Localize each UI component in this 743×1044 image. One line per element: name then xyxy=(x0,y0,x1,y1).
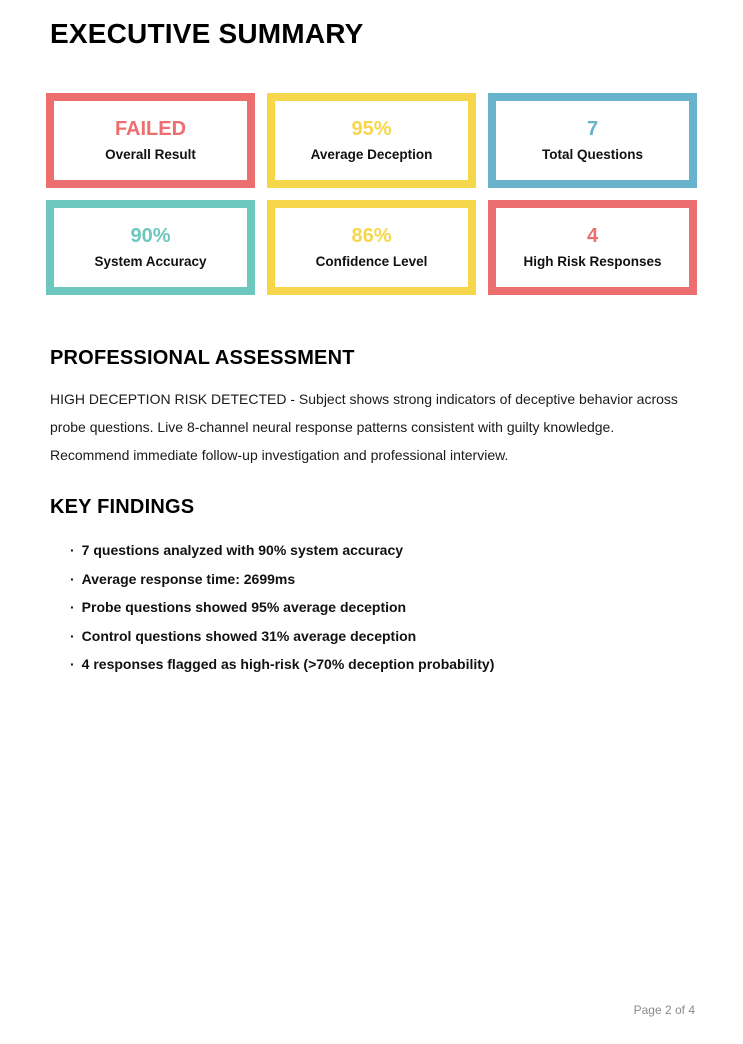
bullet-glyph: · xyxy=(70,542,75,558)
professional-assessment-body: HIGH DECEPTION RISK DETECTED - Subject shows strong indicators of deceptive behavior across probe questions. Live 8-channel neural response patterns consistent with guilty knowledge. Recommend immediate follow-up investigation and professional interview. xyxy=(50,391,678,463)
key-finding-text: Probe questions showed 95% average deception xyxy=(81,599,407,615)
page-title: EXECUTIVE SUMMARY xyxy=(50,18,364,49)
key-finding-text: 4 responses flagged as high-risk (>70% deception probability) xyxy=(81,656,495,672)
stat-value-system-accuracy: 90% xyxy=(130,225,171,248)
stat-card-average-deception xyxy=(267,93,476,188)
stat-value-overall-result: FAILED xyxy=(114,118,187,141)
page-number: Page 2 of 4 xyxy=(633,1003,695,1017)
bullet-glyph: · xyxy=(70,627,75,644)
stat-value-high-risk-responses: 4 xyxy=(586,225,599,248)
stat-card-system-accuracy xyxy=(46,200,255,295)
stat-card-high-risk-responses xyxy=(488,200,697,295)
stat-label-high-risk-responses: High Risk Responses xyxy=(523,254,662,270)
bullet-glyph: · xyxy=(70,570,75,587)
stat-value-total-questions: 7 xyxy=(586,118,599,141)
stat-label-average-deception: Average Deception xyxy=(310,147,433,163)
report-content xyxy=(0,18,743,679)
stat-card-confidence-level xyxy=(267,200,476,295)
key-finding-text: 7 questions analyzed with 90% system accuracy xyxy=(81,542,404,558)
key-finding-item xyxy=(70,593,697,622)
bullet-glyph: · xyxy=(70,656,75,672)
key-finding-text: Control questions showed 31% average deception xyxy=(81,627,417,644)
stat-card-overall-result xyxy=(46,93,255,188)
section-heading-professional-assessment: PROFESSIONAL ASSESSMENT xyxy=(50,347,355,369)
stat-label-total-questions: Total Questions xyxy=(541,147,643,163)
key-finding-item xyxy=(70,536,697,565)
key-finding-item xyxy=(70,565,697,594)
key-finding-text: Average response time: 2699ms xyxy=(81,570,296,587)
key-finding-item xyxy=(70,650,697,679)
stat-cards-grid xyxy=(46,93,697,295)
stat-value-average-deception: 95% xyxy=(351,118,392,141)
key-finding-item xyxy=(70,622,697,651)
stat-label-system-accuracy: System Accuracy xyxy=(94,254,207,270)
stat-card-total-questions xyxy=(488,93,697,188)
stat-label-overall-result: Overall Result xyxy=(105,147,196,163)
section-heading-key-findings: KEY FINDINGS xyxy=(50,496,195,518)
bullet-glyph: · xyxy=(70,599,75,615)
key-findings-list xyxy=(70,536,697,679)
stat-label-confidence-level: Confidence Level xyxy=(315,254,428,270)
stat-value-confidence-level: 86% xyxy=(351,225,392,248)
